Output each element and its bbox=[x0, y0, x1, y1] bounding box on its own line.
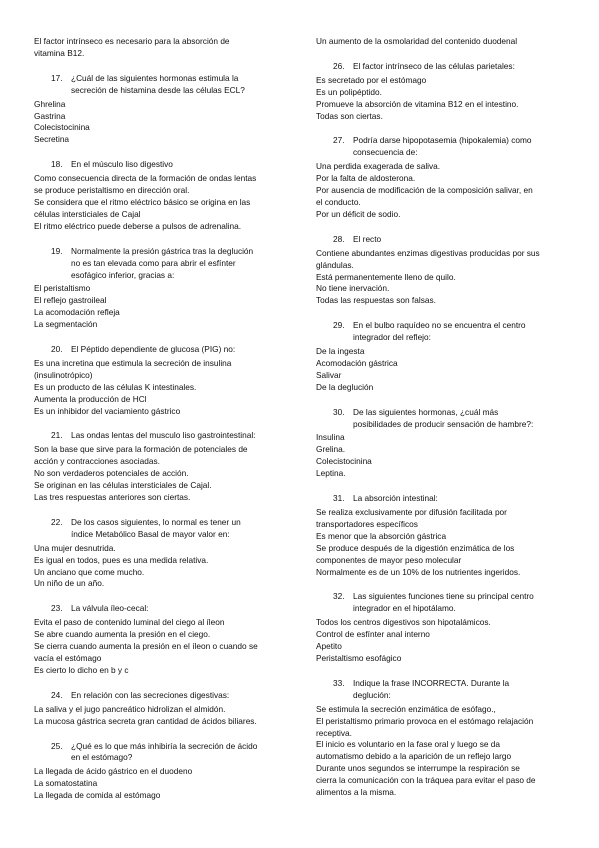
answer-option: (insulinotrópico) bbox=[34, 369, 93, 380]
answer-option: La llegada de ácido gástrico en el duodeno bbox=[34, 766, 193, 777]
question-title bbox=[316, 135, 578, 147]
question-text: en el estómago? bbox=[71, 752, 133, 763]
answer-list bbox=[316, 432, 578, 480]
question-number: 32. bbox=[333, 591, 345, 602]
answer-option: receptiva. bbox=[316, 727, 352, 738]
answer-option: Colecistocinina bbox=[34, 122, 90, 133]
question-title bbox=[316, 234, 578, 246]
answer-option: Gastrina bbox=[34, 110, 66, 121]
question-title bbox=[34, 270, 296, 282]
question-title bbox=[316, 678, 578, 690]
question-number: 21. bbox=[51, 430, 63, 441]
answer-option: Promueve la absorción de vitamina B12 en el intestino. bbox=[316, 98, 519, 109]
question-text: no es tan elevada como para abrir el esfínter bbox=[71, 257, 236, 268]
answer-option: Grelina. bbox=[316, 444, 346, 455]
question-block bbox=[316, 591, 578, 664]
answer-option: La segmentación bbox=[34, 319, 98, 330]
answer-option: Aumenta la producción de HCl bbox=[34, 393, 147, 404]
question-title bbox=[34, 73, 296, 85]
answer-option: Se cierra cuando aumenta la presión en el íleon o cuando se bbox=[34, 641, 258, 652]
question-number: 19. bbox=[51, 245, 63, 256]
answer-option: De la ingesta bbox=[316, 346, 365, 357]
answer-option: Se produce después de la digestión enzimática de los bbox=[316, 542, 515, 553]
question-number: 23. bbox=[51, 603, 63, 614]
question-title bbox=[34, 258, 296, 270]
question-text: El recto bbox=[353, 233, 382, 244]
answer-option: La saliva y el jugo pancreático hidrolizan el almidón. bbox=[34, 703, 226, 714]
question-title bbox=[316, 320, 578, 332]
answer-option: Es un polipéptido. bbox=[316, 86, 382, 97]
answer-list bbox=[34, 704, 296, 728]
answer-option: Por un déficit de sodio. bbox=[316, 208, 401, 219]
question-title bbox=[34, 741, 296, 753]
question-block bbox=[34, 246, 296, 331]
question-block bbox=[316, 320, 578, 393]
question-text: La absorción intestinal: bbox=[353, 493, 438, 504]
question-block bbox=[316, 234, 578, 307]
question-number: 20. bbox=[51, 344, 63, 355]
question-text: En el bulbo raquídeo no se encuentra el centro bbox=[353, 320, 526, 331]
answer-option: Insulina bbox=[316, 432, 345, 443]
question-block bbox=[34, 741, 296, 803]
answer-list bbox=[34, 617, 296, 677]
answer-list bbox=[316, 617, 578, 665]
answer-option: El reflejo gastroileal bbox=[34, 295, 107, 306]
question-text: Normalmente la presión gástrica tras la deglución bbox=[71, 245, 254, 256]
question-title bbox=[34, 517, 296, 529]
answer-option: Se realiza exclusivamente por difusión facilitada por bbox=[316, 507, 507, 517]
question-block bbox=[34, 430, 296, 503]
question-number: 24. bbox=[51, 689, 63, 700]
question-text: secreción de histamina desde las células ECL? bbox=[71, 84, 245, 95]
question-number: 27. bbox=[333, 135, 345, 146]
answer-option: Está permanentemente lleno de quilo. bbox=[316, 271, 456, 282]
answer-option: Es un producto de las células K intestinales. bbox=[34, 381, 197, 392]
answer-list bbox=[316, 161, 578, 221]
answer-option: acción y contracciones asociadas. bbox=[34, 456, 160, 467]
question-text: Indique la frase INCORRECTA. Durante la bbox=[353, 677, 510, 688]
question-text: ¿Cuál de las siguientes hormonas estimula la bbox=[71, 72, 239, 83]
question-text: De las siguientes hormonas, ¿cuál más bbox=[353, 406, 499, 417]
question-block bbox=[34, 159, 296, 232]
answer-option: alimentos a la misma. bbox=[316, 787, 397, 798]
answer-option: Control de esfínter anal interno bbox=[316, 629, 430, 640]
question-title bbox=[316, 419, 578, 431]
question-title bbox=[34, 159, 296, 171]
answer-option: cierra la comunicación con la tráquea para evitar el paso de bbox=[316, 775, 536, 786]
answer-option: La acomodación refleja bbox=[34, 307, 120, 318]
answer-option: Evita el paso de contenido luminal del ciego al íleon bbox=[34, 617, 225, 628]
question-block bbox=[316, 61, 578, 123]
question-title bbox=[34, 85, 296, 97]
answer-list bbox=[34, 173, 296, 233]
answer-option: Normalmente es de un 10% de los nutrientes ingeridos. bbox=[316, 566, 521, 577]
answer-option: De la deglución bbox=[316, 381, 374, 392]
answer-option: Todas son ciertas. bbox=[316, 110, 383, 121]
question-block bbox=[316, 678, 578, 799]
answer-option: Se abre cuando aumenta la presión en el ciego. bbox=[34, 629, 211, 640]
answer-option: Una mujer desnutrida. bbox=[34, 542, 116, 553]
answer-option: Colecistocinina bbox=[316, 456, 372, 467]
question-number: 30. bbox=[333, 406, 345, 417]
answer-option: Se originan en las células intersticiales de Cajal. bbox=[34, 480, 212, 491]
answer-list bbox=[316, 75, 578, 123]
question-title bbox=[34, 603, 296, 615]
answer-option: La somatostatina bbox=[34, 778, 98, 789]
question-text: consecuencia de: bbox=[353, 147, 418, 158]
answer-option: No son verdaderos potenciales de acción. bbox=[34, 468, 189, 479]
question-title bbox=[316, 690, 578, 702]
answer-option: Se considera que el ritmo eléctrico básico se origina en las bbox=[34, 196, 251, 207]
answer-option: La llegada de comida al estómago bbox=[34, 790, 161, 801]
question-text: ¿Qué es lo que más inhibiría la secreción de ácido bbox=[71, 740, 258, 751]
question-text: De los casos siguientes, lo normal es tener un bbox=[71, 516, 241, 527]
answer-list bbox=[316, 704, 578, 799]
answer-option: El inicio es voluntario en la fase oral y luego se da bbox=[316, 739, 501, 750]
answer-option: Es un inhibidor del vaciamiento gástrico bbox=[34, 405, 181, 416]
question-title bbox=[316, 332, 578, 344]
question-text: Podría darse hipopotasemia (hipokalemia) como bbox=[353, 135, 532, 146]
question-title bbox=[34, 752, 296, 764]
answer-list bbox=[34, 358, 296, 418]
answer-list bbox=[34, 766, 296, 802]
question-text: En relación con las secreciones digestivas: bbox=[71, 689, 230, 700]
answer-list bbox=[316, 507, 578, 578]
answer-option: Es igual en todos, pues es una medida relativa. bbox=[34, 554, 209, 565]
question-block bbox=[34, 517, 296, 590]
answer-option: el conducto. bbox=[316, 196, 361, 207]
question-text: índice Metabólico Basal de mayor valor en: bbox=[71, 528, 230, 539]
answer-option: Leptina. bbox=[316, 468, 346, 479]
answer-option: Acomodación gástrica bbox=[316, 357, 398, 368]
question-number: 17. bbox=[51, 72, 63, 83]
question-title bbox=[316, 61, 578, 73]
answer-option: células intersticiales de Cajal bbox=[34, 208, 141, 219]
question-number: 25. bbox=[51, 740, 63, 751]
question-number: 29. bbox=[333, 320, 345, 331]
answer-option: Las tres respuestas anteriores son ciertas. bbox=[34, 492, 191, 502]
answer-option: Son la base que sirve para la formación de potenciales de bbox=[34, 444, 248, 455]
question-title bbox=[34, 246, 296, 258]
answer-option: glándulas. bbox=[316, 259, 354, 270]
answer-option: No tiene inervación. bbox=[316, 283, 390, 294]
answer-list bbox=[34, 99, 296, 147]
answer-option: Secretina bbox=[34, 134, 70, 145]
answer-option: vacía el estómago bbox=[34, 652, 102, 663]
answer-option: Salivar bbox=[316, 369, 342, 380]
question-title bbox=[316, 603, 578, 615]
answer-list bbox=[34, 283, 296, 331]
question-text: El Péptido dependiente de glucosa (PIG) no: bbox=[71, 344, 236, 355]
question-title bbox=[34, 529, 296, 541]
question-text: La válvula íleo-cecal: bbox=[71, 603, 149, 614]
answer-list bbox=[316, 248, 578, 308]
answer-option: Una perdida exagerada de saliva. bbox=[316, 161, 441, 172]
answer-list bbox=[34, 444, 296, 504]
answer-option: El peristaltismo primario provoca en el estómago relajación bbox=[316, 715, 534, 726]
answer-option: Apetito bbox=[316, 641, 342, 652]
answer-option: Se estimula la secreción enzimática de esófago., bbox=[316, 703, 496, 714]
answer-option: transportadores específicos bbox=[316, 518, 418, 529]
answer-option: Por ausencia de modificación de la composición salivar, en bbox=[316, 185, 533, 196]
answer-option: automatismo debido a la aparición de un reflejo largo bbox=[316, 751, 512, 762]
question-block bbox=[316, 493, 578, 578]
answer-option: Contiene abundantes enzimas digestivas producidas por sus bbox=[316, 247, 540, 258]
question-text: Las siguientes funciones tiene su principal centro bbox=[353, 591, 534, 602]
question-text: El factor intrínseco de las células parietales: bbox=[353, 60, 515, 71]
question-title bbox=[34, 690, 296, 702]
question-block bbox=[34, 344, 296, 417]
answer-option: Es cierto lo dicho en b y c bbox=[34, 664, 129, 675]
question-text: deglución: bbox=[353, 689, 391, 700]
intro-line: El factor intrínseco es necesario para la absorción de bbox=[34, 36, 230, 46]
question-title bbox=[316, 147, 578, 159]
answer-option: Por la falta de aldosterona. bbox=[316, 173, 416, 184]
answer-option: Un niño de un año. bbox=[34, 578, 105, 589]
question-number: 28. bbox=[333, 233, 345, 244]
right-column bbox=[316, 36, 578, 799]
answer-option: La mucosa gástrica secreta gran cantidad de ácidos biliares. bbox=[34, 715, 257, 726]
question-block bbox=[34, 73, 296, 146]
question-text: Las ondas lentas del musculo liso gastrointestinal: bbox=[71, 430, 256, 441]
left-column bbox=[34, 36, 296, 802]
question-title bbox=[316, 407, 578, 419]
question-title bbox=[316, 493, 578, 505]
question-text: integrador en el hipotálamo. bbox=[353, 603, 456, 614]
answer-option: Ghrelina bbox=[34, 98, 66, 109]
answer-list bbox=[316, 346, 578, 394]
answer-option: El peristaltismo bbox=[34, 283, 91, 294]
question-block bbox=[316, 135, 578, 220]
answer-option: Es secretado por el estómago bbox=[316, 74, 427, 85]
question-block bbox=[316, 407, 578, 480]
question-title bbox=[316, 591, 578, 603]
question-text: esofágico inferior, gracias a: bbox=[71, 269, 175, 280]
question-number: 31. bbox=[333, 493, 345, 504]
question-number: 26. bbox=[333, 60, 345, 71]
question-title bbox=[34, 344, 296, 356]
answer-option: Durante unos segundos se interrumpe la respiración se bbox=[316, 763, 520, 774]
answer-option: Todas las respuestas son falsas. bbox=[316, 295, 436, 306]
intro-line: Un aumento de la osmolaridad del contenido duodenal bbox=[316, 36, 518, 46]
answer-option: Como consecuencia directa de la formación de ondas lentas bbox=[34, 173, 257, 184]
answer-option: Es menor que la absorción gástrica bbox=[316, 530, 447, 541]
question-title bbox=[34, 430, 296, 442]
answer-option: Un anciano que come mucho. bbox=[34, 566, 145, 577]
answer-option: El ritmo eléctrico puede deberse a pulsos de adrenalina. bbox=[34, 220, 242, 231]
answer-option: se produce peristaltismo en dirección oral. bbox=[34, 185, 190, 196]
question-text: integrador del reflejo: bbox=[353, 332, 431, 343]
answer-option: Es una incretina que estimula la secreción de insulina bbox=[34, 357, 232, 368]
question-text: En el músculo liso digestivo bbox=[71, 159, 173, 170]
question-number: 22. bbox=[51, 516, 63, 527]
intro-line: vitamina B12. bbox=[34, 47, 85, 58]
answer-list bbox=[34, 543, 296, 591]
answer-option: Peristaltismo esofágico bbox=[316, 652, 402, 663]
question-text: posibilidades de producir sensación de hambre?: bbox=[353, 418, 534, 429]
answer-option: componentes de mayor peso molecular bbox=[316, 554, 462, 565]
question-number: 18. bbox=[51, 159, 63, 170]
answer-option: Todos los centros digestivos son hipotalámicos. bbox=[316, 617, 491, 628]
question-number: 33. bbox=[333, 677, 345, 688]
question-block bbox=[34, 690, 296, 728]
question-block bbox=[34, 603, 296, 676]
